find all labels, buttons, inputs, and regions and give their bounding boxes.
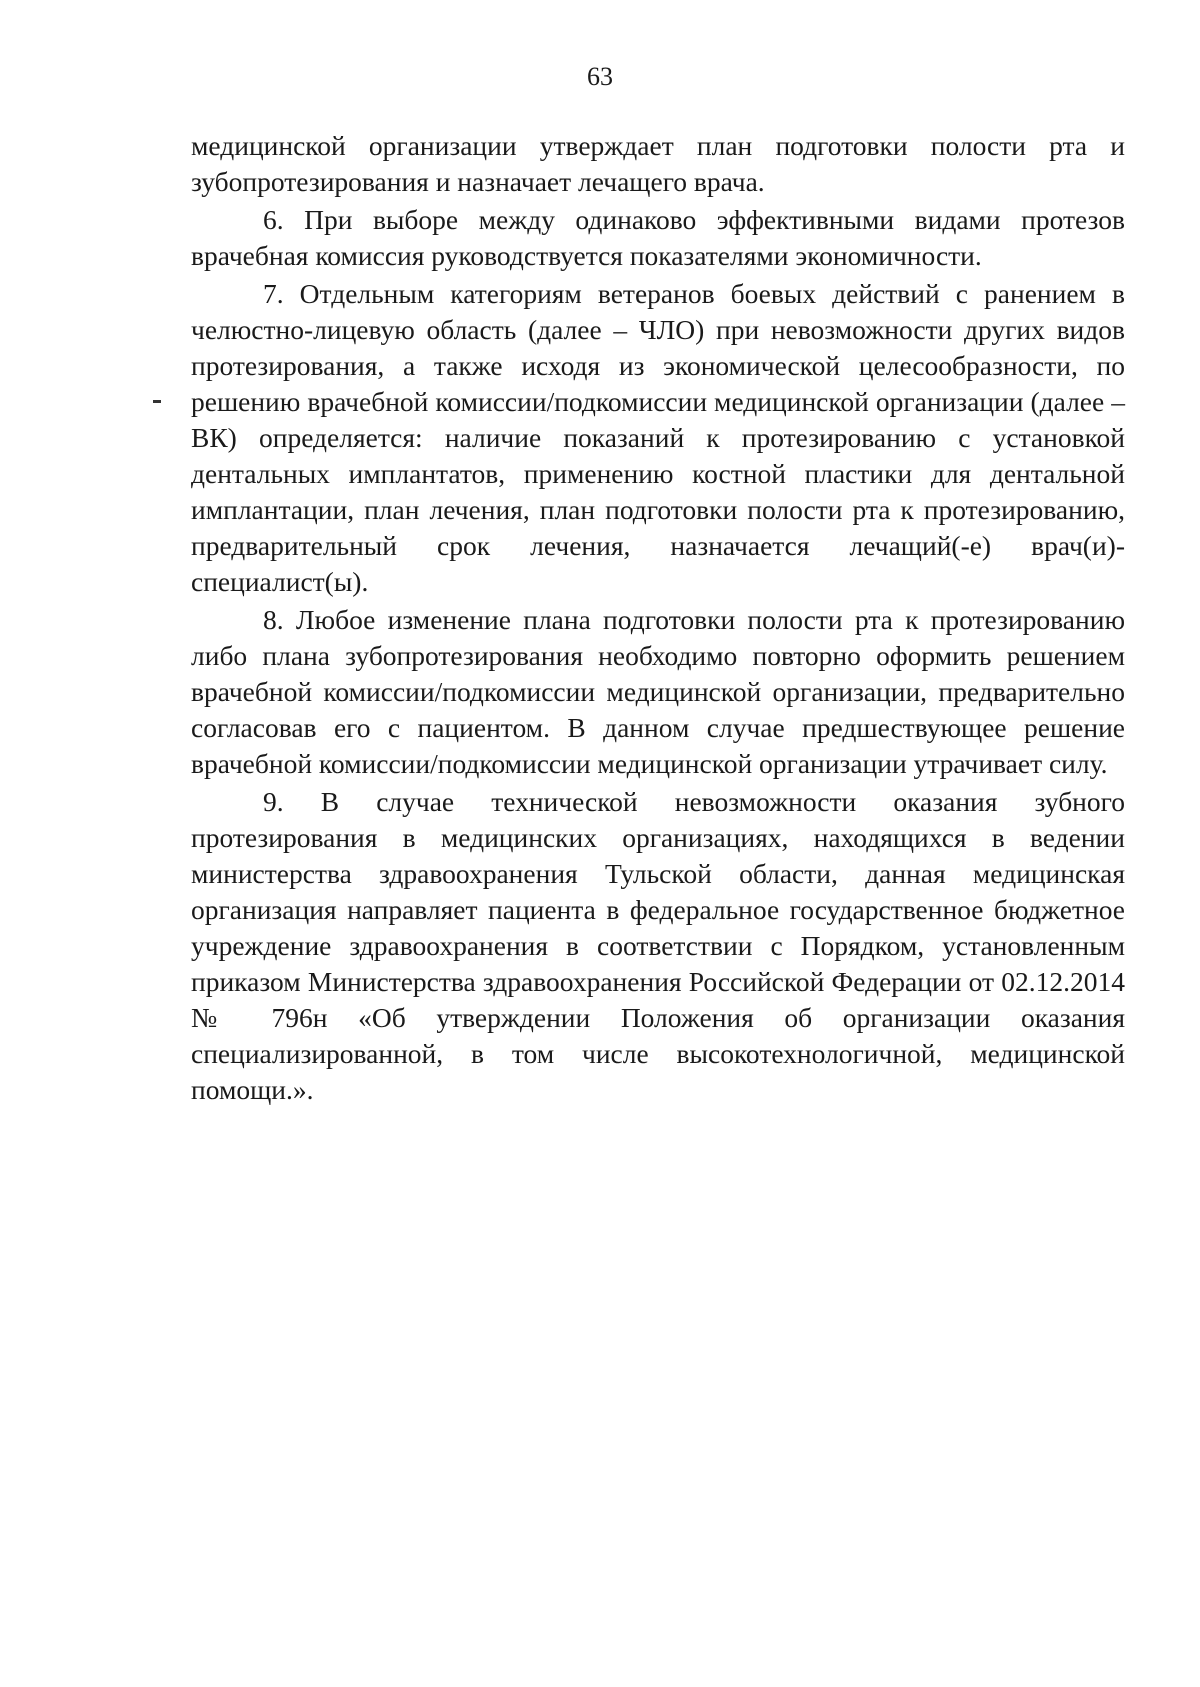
paragraph-continuation: медицинской организации утверждает план подготовки полости рта и зубопротезирования и назначает лечащего врача. (191, 130, 1125, 197)
page-number: 63 (587, 62, 613, 91)
document-body (191, 128, 1125, 1108)
paragraph-item-9: 9. В случае технической невозможности оказания зубного протезирования в медицинских организациях, находящихся в ведении министерства здравоохранения Тульской области, данная медицинская организация направляет пациента в федеральное государственное бюджетное учреждение здравоохранения в соответствии с Порядком, установленным приказом Министерства здравоохранения Российской Федерации от 02.12.2014 № 796н «Об утверждении Положения об организации оказания специализированной, в том числе высокотехнологичной, медицинской помощи.». (191, 786, 1125, 1105)
paragraph-item-7: 7. Отдельным категориям ветеранов боевых действий с ранением в челюстно-лицевую область (далее – ЧЛО) при невозможности других видов протезирования, а также исходя из экономической целесообразности, по решению врачебной комиссии/подкомиссии медицинской организации (далее – ВК) определяется: наличие показаний к протезированию с установкой дентальных имплантатов, применению костной пластики для дентальной имплантации, план лечения, план подготовки полости рта к протезированию, предварительный срок лечения, назначается лечащий(-е) врач(и)-специалист(ы). (191, 278, 1125, 597)
paragraph-item-8: 8. Любое изменение плана подготовки полости рта к протезированию либо плана зубопротезирования необходимо повторно оформить решением врачебной комиссии/подкомиссии медицинской организации, предварительно согласовав его с пациентом. В данном случае предшествующее решение врачебной комиссии/подкомиссии медицинской организации утрачивает силу. (191, 604, 1125, 779)
scan-artifact-mark (153, 400, 161, 403)
paragraph-item-6: 6. При выборе между одинаково эффективными видами протезов врачебная комиссия руководствуется показателями экономичности. (191, 204, 1125, 271)
